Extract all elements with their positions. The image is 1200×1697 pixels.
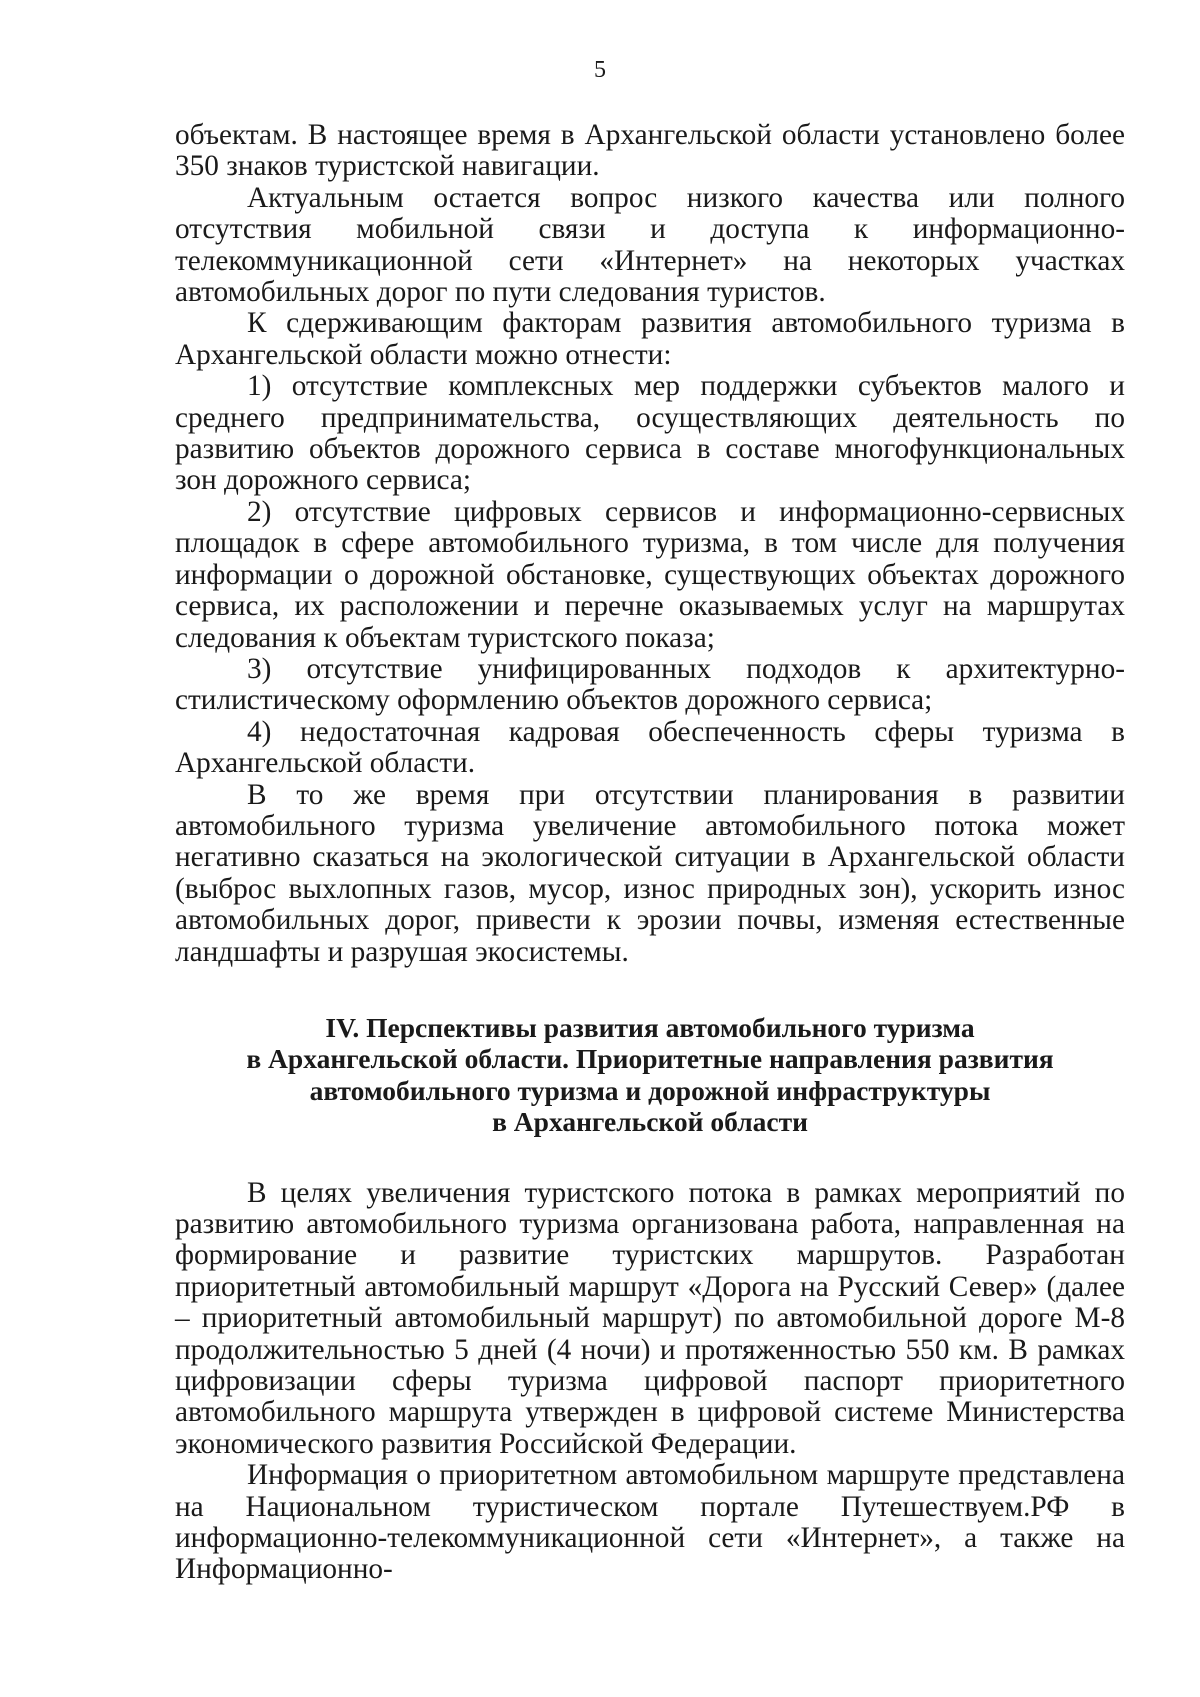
paragraph-route-information: Информация о приоритетном автомобильном маршруте представлена на Национальном туристическом портале Путешествуем.РФ в информационно-телекоммуникационной сети «Интернет», а также на Информационно- [175,1459,1125,1586]
paragraph-mobile-connection: Актуальным остается вопрос низкого качества или полного отсутствия мобильной связи и доступа к информационно-телекоммуникационной сети «Интернет» на некоторых участках автомобильных дорог по пути следования туристов. [175,181,1125,309]
section-heading-line: в Архангельской области. Приоритетные направления развития [246,1043,1054,1075]
page-number: 5 [594,57,606,83]
paragraph-continuation: объектам. В настоящее время в Архангельской области установлено более 350 знаков туристской навигации. [175,119,1125,183]
list-item-1: 1) отсутствие комплексных мер поддержки субъектов малого и среднего предпринимательства, осуществляющих деятельность по развитию объектов дорожного сервиса в составе многофункциональных зон дорожного сервиса; [175,370,1125,497]
paragraph-ecology: В то же время при отсутствии планирования в развитии автомобильного туризма увеличение автомобильного потока может негативно сказаться на экологической ситуации в Архангельской области (выброс выхлопных газов, мусор, износ природных зон), ускорить износ автомобильных дорог, привести к эрозии почвы, изменяя естественные ландшафты и разрушая экосистемы. [175,778,1125,968]
list-item-4: 4) недостаточная кадровая обеспеченность сферы туризма в Архангельской области. [175,715,1125,780]
section-heading-line: в Архангельской области [492,1106,808,1138]
list-item-2: 2) отсутствие цифровых сервисов и информационно-сервисных площадок в сфере автомобильного туризма, в том числе для получения информации о дорожной обстановке, существующих объектах дорожного сервиса, их расположении и перечне оказываемых услуг на маршрутах следования к объектам туристского показа; [175,495,1125,654]
list-item-3: 3) отсутствие унифицированных подходов к архитектурно-стилистическому оформлению объектов дорожного сервиса; [175,652,1125,717]
paragraph-priority-route: В целях увеличения туристского потока в рамках мероприятий по развитию автомобильного туризма организована работа, направленная на формирование и развитие туристских маршрутов. Разработан приоритетный автомобильный маршрут «Дорога на Русский Север» (далее – приоритетный автомобильный маршрут) по автомобильной дороге М-8 продолжительностью 5 дней (4 ночи) и протяженностью 550 км. В рамках цифровизации сферы туризма цифровой паспорт приоритетного автомобильного маршрута утвержден в цифровой системе Министерства экономического развития Российской Федерации. [175,1176,1125,1460]
section-heading-line: автомобильного туризма и дорожной инфраструктуры [309,1074,991,1106]
document-body [175,120,1125,1586]
section-heading [175,1012,1125,1138]
paragraph-limiting-factors-intro: К сдерживающим факторам развития автомобильного туризма в Архангельской области можно отнести: [175,307,1125,371]
section-heading-line: IV. Перспективы развития автомобильного туризма [325,1011,975,1043]
